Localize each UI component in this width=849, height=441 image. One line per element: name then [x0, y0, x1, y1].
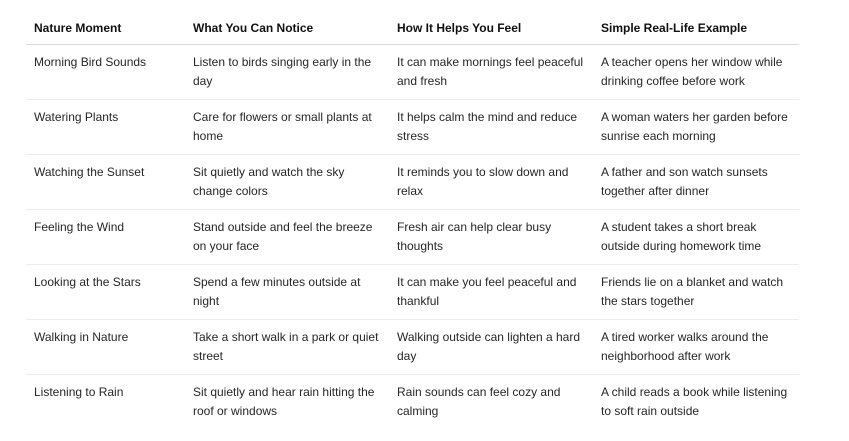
table-cell: It reminds you to slow down and relax [389, 155, 593, 210]
table-cell: It helps calm the mind and reduce stress [389, 100, 593, 155]
table-cell: A tired worker walks around the neighborhood after work [593, 320, 799, 375]
table-row [26, 265, 799, 320]
table-header-row [26, 12, 799, 45]
table-cell: Morning Bird Sounds [26, 45, 185, 100]
header-real-life-example: Simple Real-Life Example [593, 12, 799, 45]
table-cell: A woman waters her garden before sunrise each morning [593, 100, 799, 155]
table-cell: A child reads a book while listening to soft rain outside [601, 385, 788, 418]
table-cell: It can make you feel peaceful and thankful [389, 265, 593, 320]
table-cell: Sit quietly and watch the sky change colors [185, 155, 389, 210]
table-cell: Listening to Rain [34, 385, 124, 399]
table-cell: A father and son watch sunsets together after dinner [593, 155, 799, 210]
table-cell: Care for flowers or small plants at home [185, 100, 389, 155]
table-cell: It can make mornings feel peaceful and fresh [389, 45, 593, 100]
table-cell: Looking at the Stars [26, 265, 185, 320]
table-row [26, 375, 799, 430]
table-cell: Feeling the Wind [26, 210, 185, 265]
table-row [26, 155, 799, 210]
table-cell: Fresh air can help clear busy thoughts [389, 210, 593, 265]
header-nature-moment: Nature Moment [26, 12, 185, 45]
table-row [26, 320, 799, 375]
table-cell: Rain sounds can feel cozy and calming [397, 385, 561, 418]
table-cell: Friends lie on a blanket and watch the stars together [593, 265, 799, 320]
table-cell: Watering Plants [26, 100, 185, 155]
table-cell: A student takes a short break outside during homework time [593, 210, 799, 265]
nature-moments-table [26, 12, 799, 429]
table-row [26, 100, 799, 155]
table-cell: Watching the Sunset [26, 155, 185, 210]
table-cell: Take a short walk in a park or quiet street [185, 320, 389, 375]
table-cell: Sit quietly and hear rain hitting the roof or windows [193, 385, 375, 418]
table-cell: Walking in Nature [26, 320, 185, 375]
table-cell: Walking outside can lighten a hard day [389, 320, 593, 375]
table-cell: Listen to birds singing early in the day [185, 45, 389, 100]
table-row [26, 210, 799, 265]
table-cell: A teacher opens her window while drinking coffee before work [593, 45, 799, 100]
nature-moments-table-container [26, 12, 799, 429]
table-row [26, 45, 799, 100]
table-cell: Spend a few minutes outside at night [185, 265, 389, 320]
header-what-you-can-notice: What You Can Notice [185, 12, 389, 45]
header-how-it-helps: How It Helps You Feel [389, 12, 593, 45]
table-cell: Stand outside and feel the breeze on your face [185, 210, 389, 265]
